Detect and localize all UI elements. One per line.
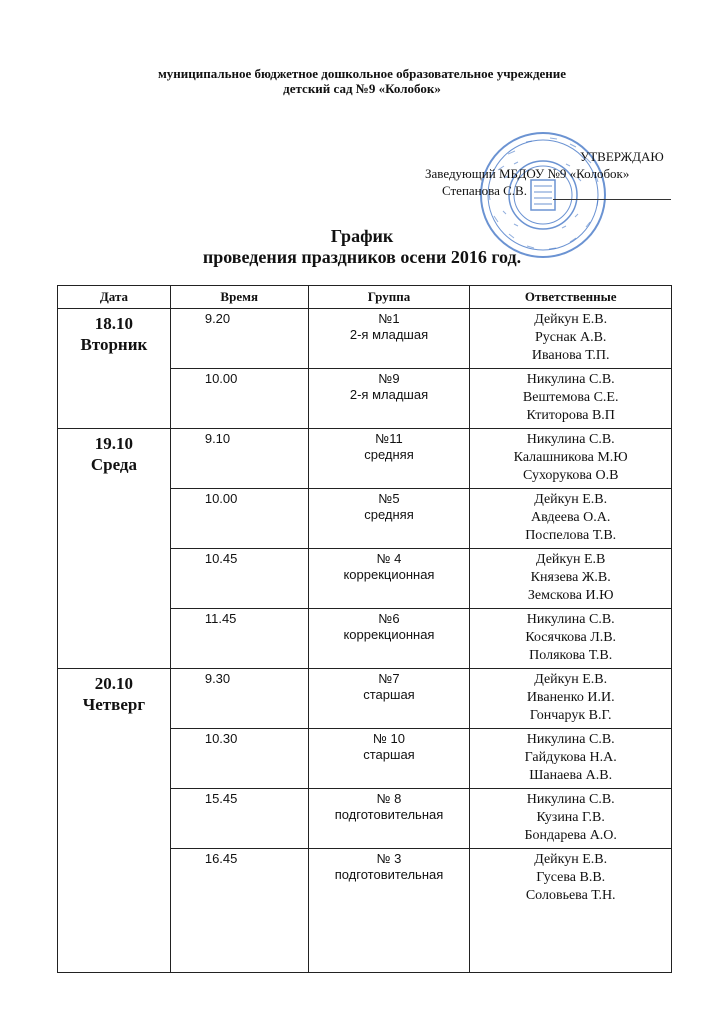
- group-number: №5: [378, 491, 400, 506]
- group-name: коррекционная: [343, 567, 435, 582]
- responsible-person: Гусева В.В.: [536, 870, 606, 885]
- responsible-person: Кузина Г.В.: [536, 810, 605, 825]
- date-value: 18.10: [94, 314, 134, 333]
- responsible-person: Земскова И.Ю: [527, 588, 614, 603]
- group-number: №11: [375, 431, 403, 446]
- responsible-person: Вештемова С.Е.: [522, 390, 619, 405]
- signature-line: [553, 199, 671, 200]
- time-cell: 16.45: [170, 849, 308, 973]
- group-number: № 8: [376, 791, 402, 806]
- responsible-person: Шанаева А.В.: [529, 768, 613, 783]
- column-header-group: Группа: [308, 286, 470, 309]
- group-number: №9: [378, 371, 400, 386]
- approver-position: Заведующий МБДОУ №9 «Колобок»: [425, 166, 630, 181]
- responsible-cell: [470, 309, 672, 369]
- weekday-value: Среда: [90, 455, 137, 474]
- responsible-person: Никулина С.В.: [526, 792, 615, 807]
- responsible-person: Никулина С.В.: [526, 612, 615, 627]
- responsible-person: Дейкун Е.В.: [534, 312, 608, 327]
- responsible-person: Косячкова Л.В.: [525, 630, 617, 645]
- time-cell: 15.45: [170, 789, 308, 849]
- approver-name: Степанова С.В.: [442, 183, 527, 198]
- responsible-person: Соловьева Т.Н.: [525, 888, 616, 903]
- group-name: старшая: [363, 687, 415, 702]
- responsible-person: Дейкун Е.В.: [534, 852, 608, 867]
- responsible-person: Бондарева А.О.: [524, 828, 617, 843]
- group-number: №1: [378, 311, 400, 326]
- table-row: [58, 309, 672, 369]
- group-number: № 4: [376, 551, 402, 566]
- responsible-person: Полякова Т.В.: [529, 648, 613, 663]
- group-name: подготовительная: [334, 867, 444, 882]
- group-name: старшая: [363, 747, 415, 762]
- time-cell: 9.20: [170, 309, 308, 369]
- responsible-cell: [470, 429, 672, 489]
- weekday-value: Вторник: [80, 335, 148, 354]
- document-title: [0, 226, 724, 268]
- time-cell: 11.45: [170, 609, 308, 669]
- group-name: 2-я младшая: [349, 327, 429, 342]
- group-name: 2-я младшая: [349, 387, 429, 402]
- table-header-row: [58, 286, 672, 309]
- group-number: №6: [378, 611, 400, 626]
- group-cell: [308, 309, 470, 369]
- group-name: средняя: [364, 447, 414, 462]
- responsible-cell: [470, 789, 672, 849]
- group-cell: [308, 609, 470, 669]
- responsible-cell: [470, 549, 672, 609]
- responsible-person: Гончарук В.Г.: [529, 708, 612, 723]
- responsible-person: Сухорукова О.В: [522, 468, 619, 483]
- time-cell: 10.30: [170, 729, 308, 789]
- schedule-table: [57, 285, 672, 973]
- responsible-person: Дейкун Е.В.: [534, 492, 608, 507]
- date-cell: [58, 429, 171, 669]
- responsible-person: Ктиторова В.П: [526, 408, 615, 423]
- responsible-person: Поспелова Т.В.: [525, 528, 617, 543]
- time-cell: 10.45: [170, 549, 308, 609]
- date-value: 20.10: [94, 674, 134, 693]
- responsible-person: Иванова Т.П.: [531, 348, 610, 363]
- group-name: средняя: [364, 507, 414, 522]
- group-name: коррекционная: [343, 627, 435, 642]
- time-cell: 9.10: [170, 429, 308, 489]
- date-value: 19.10: [94, 434, 134, 453]
- group-name: подготовительная: [334, 807, 444, 822]
- table-row: [58, 429, 672, 489]
- responsible-person: Авдеева О.А.: [531, 510, 611, 525]
- title-line1: График: [330, 226, 394, 246]
- group-cell: [308, 849, 470, 973]
- approve-label: УТВЕРЖДАЮ: [580, 149, 664, 164]
- group-cell: [308, 669, 470, 729]
- responsible-person: Дейкун Е.В: [535, 552, 606, 567]
- responsible-cell: [470, 669, 672, 729]
- group-number: № 3: [376, 851, 402, 866]
- responsible-cell: [470, 849, 672, 973]
- responsible-cell: [470, 369, 672, 429]
- group-number: №7: [378, 671, 400, 686]
- group-cell: [308, 729, 470, 789]
- time-cell: 10.00: [170, 369, 308, 429]
- weekday-value: Четверг: [82, 695, 146, 714]
- column-header-date: Дата: [58, 286, 171, 309]
- responsible-person: Никулина С.В.: [526, 432, 615, 447]
- org-name-line2: детский сад №9 «Колобок»: [283, 81, 441, 96]
- responsible-person: Никулина С.В.: [526, 372, 615, 387]
- organization-header: [0, 66, 724, 96]
- responsible-person: Никулина С.В.: [526, 732, 615, 747]
- org-name-line1: муниципальное бюджетное дошкольное образовательное учреждение: [157, 66, 567, 81]
- time-cell: 10.00: [170, 489, 308, 549]
- group-cell: [308, 549, 470, 609]
- table-body: [58, 309, 672, 973]
- date-cell: [58, 309, 171, 429]
- responsible-cell: [470, 729, 672, 789]
- column-header-time: Время: [170, 286, 308, 309]
- responsible-person: Калашникова М.Ю: [513, 450, 628, 465]
- time-cell: 9.30: [170, 669, 308, 729]
- column-header-responsible: Ответственные: [470, 286, 672, 309]
- group-cell: [308, 369, 470, 429]
- date-cell: [58, 669, 171, 973]
- responsible-cell: [470, 489, 672, 549]
- responsible-person: Князева Ж.В.: [530, 570, 611, 585]
- group-number: № 10: [372, 731, 405, 746]
- title-line2: проведения праздников осени 2016 год.: [202, 247, 522, 267]
- table-row: [58, 669, 672, 729]
- group-cell: [308, 429, 470, 489]
- responsible-person: Руснак А.В.: [534, 330, 607, 345]
- responsible-person: Иваненко И.И.: [526, 690, 615, 705]
- group-cell: [308, 489, 470, 549]
- group-cell: [308, 789, 470, 849]
- responsible-person: Дейкун Е.В.: [534, 672, 608, 687]
- responsible-person: Гайдукова Н.А.: [524, 750, 617, 765]
- responsible-cell: [470, 609, 672, 669]
